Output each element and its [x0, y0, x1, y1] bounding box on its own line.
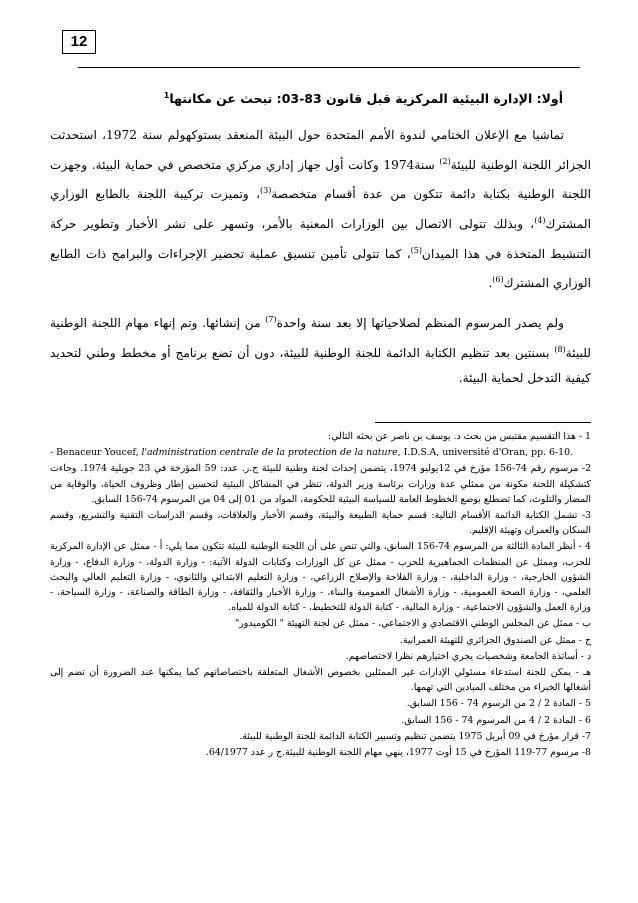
footnote: [50, 461, 591, 507]
section-heading-text: أولا: الإدارة البيئية المركزية قبل قانون 83-03: تبحث عن مكانتها: [169, 91, 563, 107]
paragraph-text: ولم يصدر المرسوم المنظم لصلاحياتها إلا بعد سنة واحدة: [276, 316, 564, 331]
page-number: 12: [62, 30, 96, 54]
paragraph-text: بسنتين بعد تنظيم الكتابة الدائمة للجنة الوطنية للبيئة، دون أن تضع برنامج أو مخطط وطني لتحديد كيفية التدخل لحماية البيئة.: [50, 345, 591, 386]
footnote-text: 4 - أنظر المادة الثالثة من المرسوم 74-156 السابق، والتي تنص على أن اللجنة الوطنية للبيئة تتكون مما يلي: أ - ممثل عن الإدارة المركزية للحزب، وممثل عن المنظمات الجماهيرية للحزب - ممثل عن كل الوزارات وكتابات الدولة الآتية: - وزارة الدولة، - وزارة الدفاع، - وزارة الشؤون الخارجية، - وزارة الداخلية، - وزارة الفلاحة والإصلاح الزراعي، - وزارة التعليم الابتدائي والثانوي، - وزارة التعليم العالي والبحث العلمي، - وزارة الصحة العمومية، - وزارة الأشغال العمومية والبناء، - وزارة الأخبار والثقافة، - وزارة الطاقة والصناعة، - وزارة السياحة، - وزارة العمل والشؤون الاجتماعية، - وزارة المالية، - كتابة الدولة للتخطيط، - كتابة الدولة للمياه.: [50, 541, 591, 614]
section-heading-footnote-ref: 1: [163, 91, 170, 100]
footnote-ref: (4): [534, 216, 546, 226]
footnote: [50, 539, 591, 615]
header-rule: [78, 67, 580, 68]
paragraph-text: تماشيا مع الإعلان الختامي لندوة الأمم المتحدة حول البيئة المنعقد بستوكهولم سنة 1972، استحدثت الجزائر اللجنة الوطنية للبيئة: [50, 128, 591, 172]
body-text: [50, 123, 591, 392]
paragraph-text: .: [488, 276, 493, 291]
footnote-text: ب - ممثل عن المجلس الوطني الاقتصادي و الاجتماعي، - ممثل عن لجنة التهيئة " الكوميدور": [234, 618, 591, 630]
footnote-ref: (8): [554, 344, 566, 354]
footnote: [50, 745, 591, 760]
footnote-italic-title: l'administration centrale de la protection de la nature: [141, 447, 398, 459]
page-content: [50, 86, 591, 761]
footnotes: [50, 429, 591, 760]
footnote-text: ج - ممثل عن الصندوق الجزائري للتهيئة العمرانية.: [399, 634, 591, 646]
footnote: [50, 429, 591, 444]
footnote-text: 5 - المادة 2 / 2 من الرسوم 74 - 156 السابق.: [406, 698, 591, 710]
footnote-text: 2- مرسوم رقم 74-156 مؤرخ في 12يوليو 1974، يتضمن إحداث لجنة وطنية للبيئة ج.ر. عدد: 59 المؤرخة في 23 جويلية 1974. وجاءت كتشكيلة اللجنة مكونة من ممثلي عدة وزارات برئاسة وزير الدولة، تنظر في المشاكل البيئية لتحسين إطار وظروف الحياة، والوقاية من المضار والتلوث، كما تضطلع بوضع الخطوط العامة للسياسة البيئية للحكومة، المواد من 01 إلى 04 من المرسوم 74-156 السابق.: [50, 463, 592, 505]
footnote: [50, 729, 591, 744]
footnote-text: 8- مرسوم 77-119 المؤرخ في 15 أوت 1977، ينهي مهام اللجنة الوطنية للبيئة.ج ر عدد 64/1977.: [205, 747, 591, 758]
paragraph-text: ، وبذلك تتولى الاتصال بين الوزارات المعنية بالأمر، وتسهر على نشر الأخبار وتطوير حركة التنشيط المتخذة في هذا الميدان: [50, 217, 592, 261]
footnote: [50, 696, 591, 711]
footnote-text: - Benaceur Youcef,: [50, 447, 142, 459]
footnote-ref: (6): [492, 275, 504, 285]
footnote-text: , I.D.S.A, université d'Oran, pp. 6-10.: [397, 447, 574, 459]
footnote-text: د - أساتذة الجامعة وشخصيات يجري اختيارهم نظرا لاختصاصهم.: [345, 650, 591, 662]
section-heading: [50, 86, 563, 109]
footnote: [50, 508, 591, 538]
body-paragraph: [50, 123, 591, 297]
paragraph-text: ، وتميزت تركيبة اللجنة بالطابع الوزاري المشترك: [50, 187, 591, 232]
footnote: [50, 713, 591, 728]
footnote: [50, 445, 591, 460]
footnote-ref: (2): [439, 156, 451, 166]
footnote: [50, 665, 591, 695]
footnote-text: 6 - المادة 2 / 4 من المرسوم 74 - 156 السابق.: [401, 714, 591, 726]
paragraph-text: سنة1974 وكانت أول جهاز إداري مركزي متخصص في حماية البيئة. وجهزت اللجنة الوطنية بكتابة دائمة تتكون من عدة أقسام متخصصة: [50, 157, 591, 202]
footnote-text: 7- قرار مؤرخ في 09 أبريل 1975 يتضمن تنظيم وتسيير الكتابة الدائمة للجنة الوطنية للبيئة.: [239, 730, 591, 742]
footnote-ref: (7): [265, 315, 277, 325]
footnote: [50, 633, 591, 648]
footnote-text: 3- تشمل الكتابة الدائمة الأقسام التالية: قسم حماية الطبيعة والبيئة، وقسم الأخبار والعلاقات، وقسم الدراسات التقنية والتشريع، وقسم السكان والعمران وتهيئة الإقليم.: [50, 509, 591, 537]
footnote-ref: (3): [260, 186, 272, 196]
footnote: [50, 616, 591, 631]
footnote-text: هـ - يمكن للجنة استدعاء مسئولي الإدارات غير الممثلين بخصوص الأشغال المتعلقة باختصاصاتهم كما يمكنها عند الضرورة أن تضم إلى أشغالها الخبراء من مختلف الميادين التي تهمها.: [50, 666, 591, 694]
footnote-ref: (5): [410, 245, 422, 255]
footnote-rule: [375, 422, 591, 423]
paragraph-text: من إنشائها. وتم إنهاء مهام اللجنة الوطنية للبيئة: [50, 316, 591, 360]
body-paragraph: [50, 307, 591, 392]
paragraph-text: ، كما تتولى تأمين تنسيق عملية تحضير الإجراءات والبرامج ذات الطابع الوزاري المشترك: [50, 246, 591, 291]
footnote-text: 1 - هذا التقسيم مقتبس من بحث د. يوسف بن ناصر عن بحثه التالي:: [328, 430, 591, 442]
footnote: [50, 649, 591, 664]
